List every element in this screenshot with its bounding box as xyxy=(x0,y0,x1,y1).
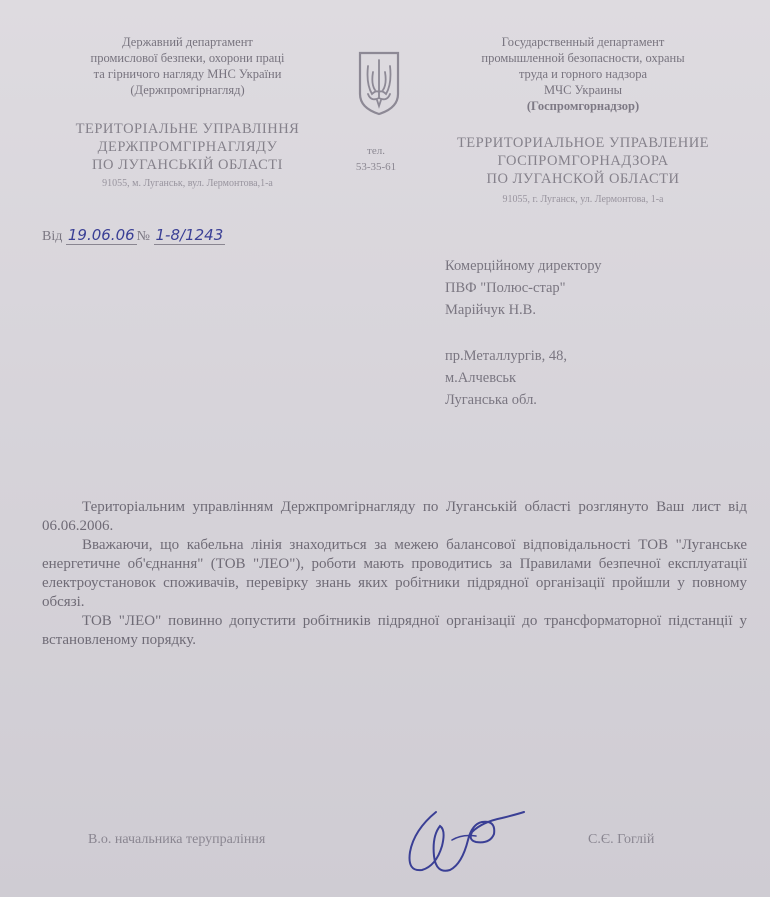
org-title-line: ГОСПРОМГОРНАДЗОРА xyxy=(497,153,669,169)
reference-from-label: Від xyxy=(42,229,63,244)
header-right-sub: (Госпромгорнадзор) xyxy=(526,99,640,113)
header-left xyxy=(30,34,345,192)
reference-number-label: № xyxy=(136,229,151,244)
recipient-line: Комерційному директору xyxy=(445,258,602,274)
signature-title: В.о. начальника терупраління xyxy=(88,832,266,847)
recipient-line: ПВФ "Полюс-стар" xyxy=(445,280,566,296)
org-title-line: ТЕРРИТОРИАЛЬНОЕ УПРАВЛЕНИЕ xyxy=(456,135,710,151)
recipient-line: Марійчук Н.В. xyxy=(445,302,536,318)
body-paragraph: Вважаючи, що кабельна лінія знаходиться за межею балансової відповідальності ТОВ "Луганське енергетичне об'єднання" (ТОВ "ЛЕО"), роботи мають проводитись за Правилами безпечної експлуатації електроустановок споживачів, перевірку знань яких робітники підрядної організації пройшли у повному обсязі. xyxy=(42,537,747,610)
recipient-address-line: пр.Металлургів, 48, xyxy=(445,348,568,364)
header-right-line: труда и горного надзора xyxy=(518,67,648,81)
header-right-line: промышленной безопасности, охраны xyxy=(481,51,685,65)
trident-emblem-icon xyxy=(357,50,401,116)
org-title-line: ПО ЛУГАНСЬКІЙ ОБЛАСТІ xyxy=(92,157,283,173)
body-paragraph: Територіальним управлінням Держпромгірнагляду по Луганській області розглянуто Ваш лист від 06.06.2006. xyxy=(42,499,747,534)
header-right-line: Государственный департамент xyxy=(501,35,665,49)
reference-date: 19.06.06 xyxy=(67,226,135,244)
header-right-line: МЧС Украины xyxy=(543,83,623,97)
header-left-org-title xyxy=(30,120,345,174)
header-left-line: та гірничого нагляду МНС України xyxy=(93,67,282,81)
body-paragraph: ТОВ "ЛЕО" повинно допустити робітників підрядної організації до трансформаторної підстанції у встановленому порядку. xyxy=(42,613,747,648)
reference-line xyxy=(42,226,225,245)
recipient-address-line: м.Алчевськ xyxy=(445,370,517,386)
header-left-address: 91055, м. Луганськ, вул. Лермонтова,1-а xyxy=(102,178,273,189)
header-left-line: промислової безпеки, охорони праці xyxy=(90,51,285,65)
header-left-line: Державний департамент xyxy=(122,35,253,49)
org-title-line: ТЕРИТОРІАЛЬНЕ УПРАВЛІННЯ xyxy=(75,121,300,137)
header-left-line: (Держпромгірнагляд) xyxy=(130,83,245,97)
recipient-block xyxy=(445,255,745,411)
header-right-org-title xyxy=(418,134,748,188)
phone-label: тел. xyxy=(367,145,385,157)
phone-block xyxy=(336,143,416,175)
signature-name: С.Є. Гоглій xyxy=(588,832,655,847)
letter-body xyxy=(42,498,747,650)
handwritten-signature xyxy=(392,800,532,882)
phone-number: 53-35-61 xyxy=(355,161,397,173)
recipient-address-line: Луганська обл. xyxy=(445,392,537,408)
org-title-line: ПО ЛУГАНСКОЙ ОБЛАСТИ xyxy=(486,171,680,187)
reference-number: 1-8/1243 xyxy=(155,226,224,244)
org-title-line: ДЕРЖПРОМГІРНАГЛЯДУ xyxy=(97,139,278,155)
header-right-address: 91055, г. Луганск, ул. Лермонтова, 1-а xyxy=(502,194,664,205)
header-right xyxy=(418,34,748,208)
